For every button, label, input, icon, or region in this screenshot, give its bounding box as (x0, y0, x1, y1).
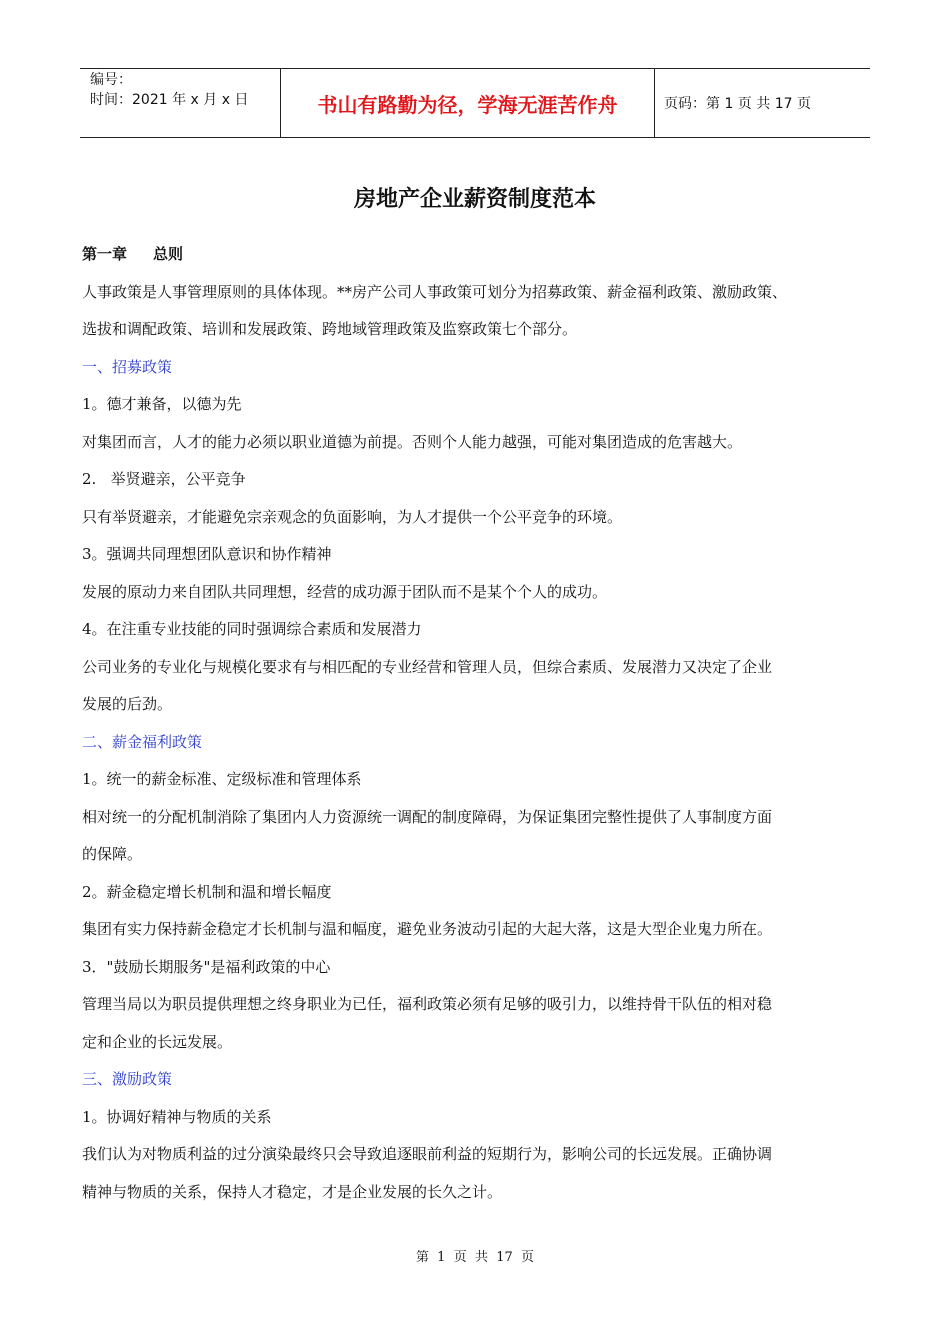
motto-text: 书山有路勤为径，学海无涯苦作舟 (317, 92, 618, 117)
paragraph-line: 公司业务的专业化与规模化要求有与相匹配的专业经营和管理人员，但综合素质、发展潜力又决定了企业 (82, 657, 773, 676)
chapter-name: 总则 (153, 245, 184, 263)
paragraph-line: 管理当局以为职员提供理想之终身职业为已任，福利政策必须有足够的吸引力，以维持骨干队伍的相对稳 (82, 995, 773, 1013)
paragraph-line: 集团有实力保持薪金稳定才长机制与温和幅度，避免业务波动引起的大起大落，这是大型企业鬼力所在。 (82, 920, 773, 938)
item-heading: 3。强调共同理想团队意识和协作精神 (82, 545, 332, 563)
time-label: 时间：2021 年 x 月 x 日 (90, 92, 249, 108)
paragraph-line: 精神与物质的关系，保持人才稳定，才是企业发展的长久之计。 (82, 1182, 503, 1201)
paragraph-line: 发展的原动力来自团队共同理想，经营的成功源于团队而不是某个个人的成功。 (82, 582, 608, 601)
paragraph-line: 定和企业的长远发展。 (82, 1032, 233, 1051)
paragraph-line: 选拔和调配政策、培训和发展政策、跨地域管理政策及监察政策七个部分。 (82, 320, 578, 338)
item-heading: 1。统一的薪金标准、定级标准和管理体系 (82, 770, 362, 788)
item-heading: 2. 举贤避亲，公平竞争 (82, 470, 246, 488)
paragraph-line: 人事政策是人事管理原则的具体体现。**房产公司人事政策可划分为招募政策、薪金福利政策、激励政策、 (82, 282, 788, 301)
paragraph-line: 的保障。 (82, 845, 143, 863)
paragraph-line: 我们认为对物质利益的过分演染最终只会导致追逐眼前利益的短期行为，影响公司的长远发展。正确协调 (82, 1145, 773, 1163)
page-footer (0, 1246, 950, 1265)
section-heading: 一、招募政策 (82, 357, 173, 376)
number-label: 编号： (90, 72, 132, 88)
section-heading: 二、薪金福利政策 (82, 732, 203, 751)
header-meta-cell (80, 69, 281, 137)
footer-page-number: 第 1 页 共 17 页 (415, 1250, 535, 1265)
header-page-cell (655, 69, 870, 137)
item-heading: 2。薪金稳定增长机制和温和增长幅度 (82, 882, 332, 901)
section-heading: 三、激励政策 (82, 1070, 173, 1088)
paragraph-line: 相对统一的分配机制消除了集团内人力资源统一调配的制度障碍，为保证集团完整性提供了人事制度方面 (82, 807, 773, 826)
header-motto-cell (281, 69, 655, 137)
item-heading: 3．"鼓励长期服务"是福利政策的中心 (82, 957, 331, 976)
item-heading: 4。在注重专业技能的同时强调综合素质和发展潜力 (82, 620, 422, 638)
paragraph-line: 发展的后劲。 (82, 695, 173, 713)
chapter-number: 第一章 (82, 245, 128, 263)
document-header (80, 68, 870, 138)
item-heading: 1。协调好精神与物质的关系 (82, 1107, 272, 1126)
document-title: 房地产企业薪资制度范本 (353, 187, 596, 212)
chapter-heading (82, 236, 882, 274)
paragraph-line: 对集团而言，人才的能力必须以职业道德为前提。否则个人能力越强，可能对集团造成的危害越大。 (82, 432, 743, 451)
paragraph-line: 只有举贤避亲，才能避免宗亲观念的负面影响，为人才提供一个公平竞争的环境。 (82, 507, 623, 526)
item-heading: 1。德才兼备，以德为先 (82, 395, 242, 413)
page-info: 页码：第 1 页 共 17 页 (664, 96, 811, 112)
document-body (82, 236, 882, 1211)
